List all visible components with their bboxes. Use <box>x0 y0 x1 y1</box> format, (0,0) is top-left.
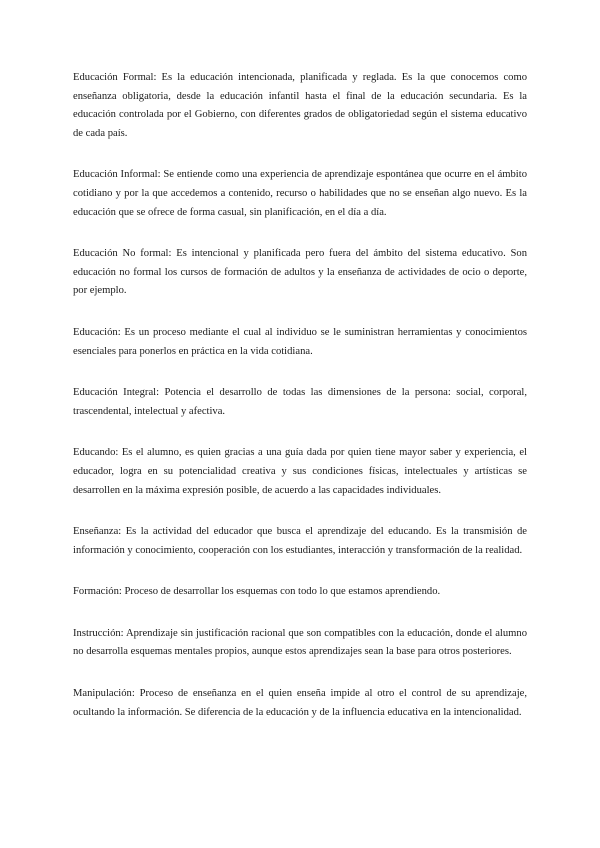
paragraph-educacion-no-formal: Educación No formal: Es intencional y planificada pero fuera del ámbito del sistema educativo. Son educación no formal los cursos de formación de adultos y la enseñanza de actividades de ocio o deporte, por ejemplo. <box>73 248 527 297</box>
paragraph-educando: Educando: Es el alumno, es quien gracias a una guía dada por quien tiene mayor saber y experiencia, el educador, logra en su potencialidad creativa y sus condiciones físicas, intelectuales y artísticas se desarrollen en la máxima expresión posible, de acuerdo a las capacidades individuales. <box>73 447 527 496</box>
paragraph-manipulacion: Manipulación: Proceso de enseñanza en el quien enseña impide al otro el control de su aprendizaje, ocultando la información. Se diferencia de la educación y de la influencia educativa en la intencionalidad. <box>73 688 527 718</box>
document-body <box>73 69 527 745</box>
paragraph-educacion-informal: Educación Informal: Se entiende como una experiencia de aprendizaje espontánea que ocurre en el ámbito cotidiano y por la que accedemos a contenido, recurso o habilidades que no se enseñan algo nuevo. Es la educación que se ofrece de forma casual, sin planificación, en el día a día. <box>73 169 527 218</box>
paragraph-instruccion: Instrucción: Aprendizaje sin justificación racional que son compatibles con la educación, donde el alumno no desarrolla esquemas mentales propios, aunque estos aprendizajes sean la base para otros posteriores. <box>73 627 527 658</box>
paragraph-educacion-integral: Educación Integral: Potencia el desarrollo de todas las dimensiones de la persona: social, corporal, trascendental, intelectual y afectiva. <box>73 387 527 417</box>
paragraph-formacion: Formación: Proceso de desarrollar los esquemas con todo lo que estamos aprendiendo. <box>73 586 441 598</box>
paragraph-educacion: Educación: Es un proceso mediante el cual al individuo se le suministran herramientas y conocimientos esenciales para ponerlos en práctica en la vida cotidiana. <box>73 326 527 357</box>
paragraph-educacion-formal: Educación Formal: Es la educación intencionada, planificada y reglada. Es la que conocemos como enseñanza obligatoria, desde la educación infantil hasta el final de la educación secundaria. Es la educación controlada por el Gobierno, con diferentes grados de obligatoriedad según el sistema educativo de cada país. <box>73 72 527 139</box>
paragraph-ensenanza: Enseñanza: Es la actividad del educador que busca el aprendizaje del educando. Es la transmisión de información y conocimiento, cooperación con los estudiantes, interacción y transformación de la realidad. <box>73 526 527 556</box>
